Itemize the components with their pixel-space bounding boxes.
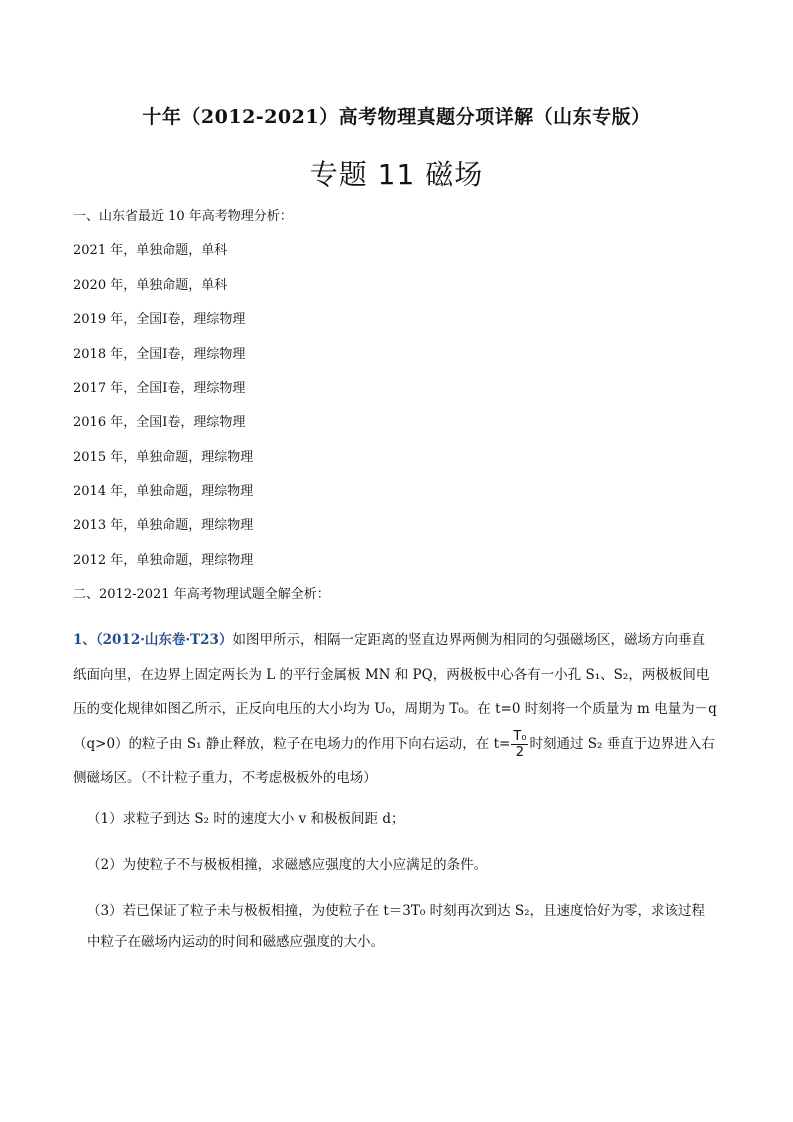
- section-1-heading: 一、山东省最近 10 年高考物理分析：: [73, 209, 293, 224]
- document-title: 十年（2012-2021）高考物理真题分项详解（山东专版）: [142, 106, 651, 128]
- sub-question-1: （1）求粒子到达 S₂ 时的速度大小 v 和极板间距 d；: [87, 811, 405, 827]
- sub-question-2: （2）为使粒子不与极板相撞，求磁感应强度的大小应满足的条件。: [87, 857, 488, 873]
- sub-question-3-continued: 中粒子在磁场内运动的时间和磁感应强度的大小。: [87, 934, 384, 950]
- year-line: 2021 年，单独命题，单科: [73, 243, 228, 258]
- sub-question-3: （3）若已保证了粒子未与极板相撞，为使粒子在 t＝3T₀ 时刻再次到达 S₂，且速度恰好为零，求该过程: [87, 903, 706, 919]
- topic-title: 专题 11 磁场: [309, 158, 484, 191]
- section-2-heading: 二、2012-2021 年高考物理试题全解全析：: [73, 587, 330, 602]
- question-text-line: 时刻通过 S₂ 垂直于边界进入右: [529, 735, 715, 752]
- question-text-line: 如图甲所示，相隔一定距离的竖直边界两侧为相同的匀强磁场区，磁场方向垂直: [232, 632, 705, 648]
- year-line: 2017 年，全国Ⅰ卷，理综物理: [73, 381, 246, 396]
- question-text-line: 侧磁场区。（不计粒子重力，不考虑极板外的电场）: [73, 770, 377, 786]
- question-1: [73, 623, 723, 796]
- year-line: 2015 年，单独命题，理综物理: [73, 450, 254, 465]
- fraction-denominator: 2: [515, 744, 525, 760]
- year-line: 2014 年，单独命题，理综物理: [73, 484, 254, 499]
- fraction-numerator: T₀: [513, 728, 527, 744]
- year-line: 2016 年，全国Ⅰ卷，理综物理: [73, 415, 246, 430]
- year-line: 2018 年，全国Ⅰ卷，理综物理: [73, 347, 246, 362]
- question-text-line: （q>0）的粒子由 S₁ 静止释放，粒子在电场力的作用下向右运动，在 t=: [73, 735, 511, 752]
- year-line: 2019 年，全国Ⅰ卷，理综物理: [73, 312, 246, 327]
- question-source: 1、（2012·山东卷·T23）: [73, 632, 233, 648]
- year-line: 2020 年，单独命题，单科: [73, 278, 228, 293]
- year-line: 2012 年，单独命题，理综物理: [73, 553, 254, 568]
- question-text-line: 纸面向里，在边界上固定两长为 L 的平行金属板 MN 和 PQ，两极板中心各有一小孔 S₁、S₂，两极板间电: [73, 666, 710, 683]
- fraction-t0-over-2: [511, 729, 528, 760]
- year-line: 2013 年，单独命题，理综物理: [73, 518, 254, 533]
- question-text-line: 压的变化规律如图乙所示，正反向电压的大小均为 U₀，周期为 T₀。在 t=0 时刻将一个质量为 m 电量为－q: [73, 701, 717, 717]
